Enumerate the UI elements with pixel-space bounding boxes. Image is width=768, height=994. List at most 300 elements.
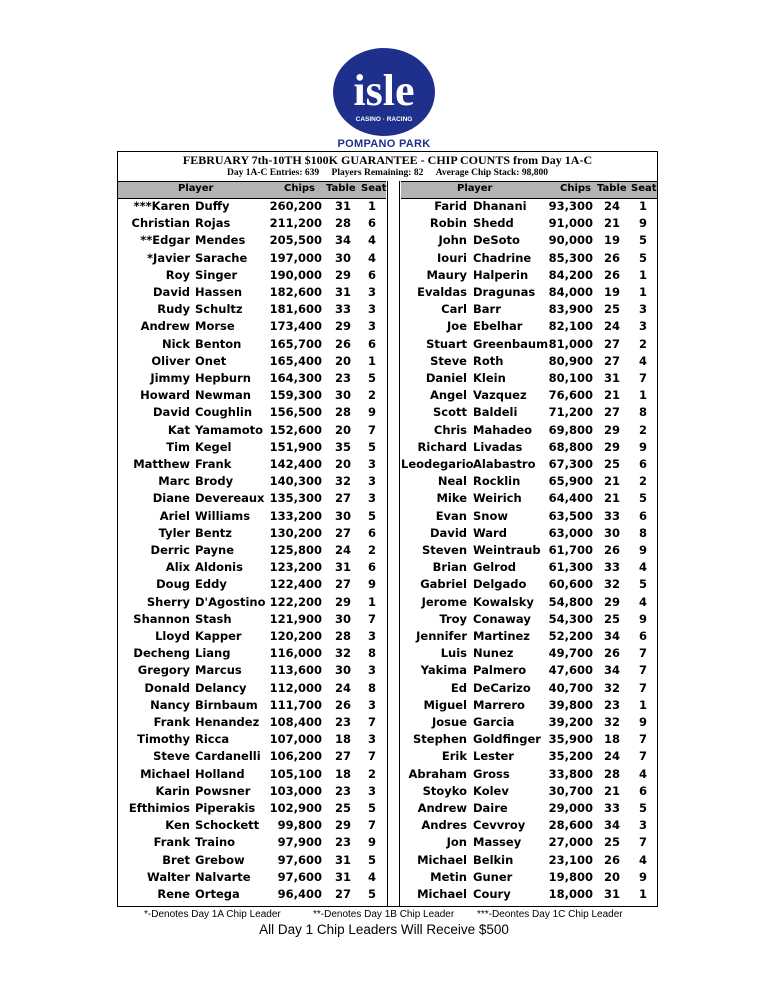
table-row	[401, 216, 657, 233]
first-name: Donald	[144, 680, 190, 695]
seat-number: 1	[639, 887, 648, 901]
chip-count: 108,400	[269, 715, 322, 729]
table-number: 21	[604, 491, 621, 506]
table-row	[401, 302, 657, 319]
chip-count: 173,400	[269, 319, 322, 334]
last-name: Nunez	[473, 646, 514, 661]
table-number: 27	[335, 577, 352, 592]
seat-number: 9	[639, 715, 648, 729]
last-name: Cardanelli	[195, 749, 261, 764]
first-name: Bret	[162, 852, 190, 867]
seat-number: 9	[639, 216, 648, 231]
table-number: 23	[604, 697, 621, 712]
chip-count: 103,000	[269, 783, 322, 798]
chip-count: 84,000	[548, 285, 593, 299]
seat-number: 2	[368, 766, 377, 781]
column-header-table: Table	[326, 183, 356, 194]
seat-number: 7	[368, 715, 377, 729]
table-number: 35	[335, 439, 352, 454]
first-name: Steve	[153, 749, 190, 764]
table-row	[118, 818, 386, 835]
seat-number: 5	[368, 508, 377, 523]
table-row	[118, 388, 386, 405]
table-row	[401, 870, 657, 887]
first-name: Doug	[156, 577, 190, 592]
chip-count: 28,600	[548, 818, 593, 833]
chip-count: 135,300	[269, 491, 322, 506]
seat-number: 4	[639, 560, 648, 575]
award-note: All Day 1 Chip Leaders Will Receive $500	[259, 922, 509, 937]
last-name: Gross	[473, 766, 510, 781]
last-name: Delgado	[473, 577, 527, 592]
chip-count: 182,600	[269, 285, 322, 299]
table-row	[401, 285, 657, 302]
last-name: Ortega	[195, 887, 240, 901]
first-name: Iouri	[437, 250, 467, 265]
table-row	[401, 646, 657, 663]
table-number: 27	[604, 336, 621, 351]
table-row	[401, 853, 657, 870]
seat-number: 5	[639, 250, 648, 265]
last-name: Hepburn	[195, 371, 251, 385]
chip-count: 49,700	[548, 646, 593, 661]
last-name: Devereaux	[195, 491, 265, 506]
chip-count: 106,200	[269, 749, 322, 764]
seat-number: 5	[639, 801, 648, 815]
table-number: 24	[604, 199, 621, 213]
table-row	[401, 423, 657, 440]
column-header-seat: Seat	[361, 183, 387, 194]
last-name: Birnbaum	[195, 697, 258, 712]
table-row	[401, 371, 657, 388]
last-name: Alabastro	[473, 457, 536, 471]
table-row	[118, 835, 386, 852]
seat-number: 2	[639, 474, 648, 489]
seat-number: 7	[639, 835, 648, 850]
table-number: 21	[604, 474, 621, 489]
table-row	[401, 887, 657, 904]
chip-count: 97,600	[277, 869, 322, 884]
first-name: Frank	[153, 835, 190, 850]
first-name: Jimmy	[150, 371, 190, 385]
column-header-left	[118, 181, 386, 199]
table-row	[401, 268, 657, 285]
table-number: 26	[604, 646, 621, 661]
last-name: Stash	[195, 611, 232, 626]
chip-count-sheet	[117, 151, 658, 907]
chip-count: 83,900	[548, 302, 593, 317]
seat-number: 4	[639, 852, 648, 867]
table-row	[401, 801, 657, 818]
seat-number: 5	[368, 801, 377, 815]
table-row	[118, 663, 386, 680]
last-name: Payne	[195, 543, 235, 557]
seat-number: 9	[368, 577, 377, 592]
entries-text: Day 1A-C Entries: 639	[227, 168, 320, 178]
table-number: 19	[604, 233, 621, 248]
seat-number: 6	[368, 525, 377, 540]
last-name: Ebelhar	[473, 319, 523, 334]
chip-count: 120,200	[269, 629, 322, 643]
table-row	[401, 732, 657, 749]
chip-count: 151,900	[269, 439, 322, 454]
first-name: David	[153, 285, 190, 299]
seat-number: 1	[639, 697, 648, 712]
seat-number: 7	[368, 422, 377, 437]
column-header-right	[401, 181, 657, 199]
seat-number: 7	[639, 680, 648, 695]
seat-number: 6	[368, 336, 377, 351]
table-row	[401, 337, 657, 354]
seat-number: 6	[639, 457, 648, 471]
first-name: Stoyko	[422, 783, 467, 798]
seat-number: 6	[639, 783, 648, 798]
seat-number: 9	[639, 869, 648, 884]
last-name: Greenbaum	[473, 336, 549, 351]
table-row	[118, 474, 386, 491]
table-row	[401, 457, 657, 474]
last-name: Yamamoto	[195, 422, 264, 437]
footnote-day1b: **-Denotes Day 1B Chip Leader	[313, 909, 455, 920]
seat-number: 2	[639, 422, 648, 437]
last-name: Dragunas	[473, 285, 536, 299]
seat-number: 9	[368, 835, 377, 850]
table-number: 24	[604, 319, 621, 334]
seat-number: 4	[639, 594, 648, 609]
table-number: 26	[335, 697, 352, 712]
last-name: Vazquez	[473, 388, 527, 403]
table-row	[118, 371, 386, 388]
table-row	[118, 732, 386, 749]
last-name: Ward	[473, 525, 507, 540]
table-number: 26	[335, 336, 352, 351]
chip-count: 64,400	[548, 491, 593, 506]
table-number: 21	[604, 783, 621, 798]
last-name: Klein	[473, 371, 506, 385]
seat-number: 6	[368, 560, 377, 575]
first-name: Scott	[433, 405, 467, 420]
first-name: Diane	[152, 491, 190, 506]
chip-count: 71,200	[548, 405, 593, 420]
table-row	[118, 646, 386, 663]
table-number: 30	[335, 250, 352, 265]
last-name: Barr	[473, 302, 501, 317]
chip-count: 29,000	[548, 801, 593, 815]
table-row	[118, 577, 386, 594]
seat-number: 5	[639, 491, 648, 506]
table-number: 18	[604, 732, 621, 747]
chip-count: 39,800	[548, 697, 593, 712]
seat-number: 3	[368, 319, 377, 334]
chip-count: 39,200	[548, 715, 593, 729]
first-name: Christian	[131, 216, 190, 231]
last-name: Coughlin	[195, 405, 253, 420]
first-name: Derric	[150, 543, 190, 557]
table-row	[118, 698, 386, 715]
chip-count: 107,000	[269, 732, 322, 747]
last-name: Baldeli	[473, 405, 518, 420]
table-row	[401, 474, 657, 491]
last-name: Kolev	[473, 783, 509, 798]
first-name: Robin	[429, 216, 467, 231]
seat-number: 5	[368, 439, 377, 454]
seat-number: 1	[368, 594, 377, 609]
table-number: 34	[604, 663, 621, 678]
first-name: Stuart	[426, 336, 467, 351]
first-name: Josue	[431, 715, 467, 729]
seat-number: 3	[368, 629, 377, 643]
seat-number: 9	[639, 611, 648, 626]
last-name: Weirich	[473, 491, 522, 506]
table-number: 31	[335, 285, 352, 299]
seat-number: 8	[368, 680, 377, 695]
table-row	[118, 509, 386, 526]
last-name: Eddy	[195, 577, 227, 592]
chip-count: 211,200	[269, 216, 322, 231]
chip-count: 122,400	[269, 577, 322, 592]
first-name: Howard	[140, 388, 190, 403]
first-name: Richard	[417, 439, 467, 454]
table-number: 30	[335, 508, 352, 523]
first-name: Maury	[426, 267, 467, 282]
seat-number: 7	[368, 611, 377, 626]
table-number: 32	[604, 680, 621, 695]
table-row	[118, 715, 386, 732]
last-name: Delancy	[195, 680, 247, 695]
table-number: 34	[604, 629, 621, 643]
chip-count: 18,000	[548, 887, 593, 901]
table-number: 33	[604, 801, 621, 815]
table-number: 29	[604, 439, 621, 454]
first-name: John	[438, 233, 467, 248]
column-divider	[386, 181, 401, 906]
chip-count: 121,900	[269, 611, 322, 626]
chip-count: 40,700	[548, 680, 593, 695]
first-name: Tyler	[158, 525, 190, 540]
chip-count: 19,800	[548, 869, 593, 884]
page-title: FEBRUARY 7th-10TH $100K GUARANTEE - CHIP COUNTS from Day 1A-C	[182, 153, 593, 167]
table-number: 25	[604, 457, 621, 471]
seat-number: 3	[368, 474, 377, 489]
last-name: Halperin	[473, 267, 529, 282]
last-name: Mendes	[195, 233, 246, 248]
first-name: Steven	[421, 543, 467, 557]
table-row	[118, 405, 386, 422]
table-row	[118, 629, 386, 646]
table-row	[401, 577, 657, 594]
table-number: 33	[604, 508, 621, 523]
first-name: Erik	[441, 749, 467, 764]
table-row	[118, 268, 386, 285]
seat-number: 2	[368, 543, 377, 557]
first-name: Angel	[429, 388, 467, 403]
last-name: Coury	[473, 887, 511, 901]
seat-number: 1	[639, 199, 648, 213]
table-row	[118, 784, 386, 801]
chip-count: 67,300	[548, 457, 593, 471]
seat-number: 6	[639, 508, 648, 523]
table-number: 31	[335, 560, 352, 575]
last-name: Kowalsky	[473, 594, 534, 609]
last-name: Cevvroy	[473, 818, 526, 833]
last-name: Belkin	[473, 852, 514, 867]
seat-number: 8	[639, 525, 648, 540]
first-name: Rudy	[157, 302, 190, 317]
table-row	[401, 388, 657, 405]
table-number: 23	[335, 371, 352, 385]
last-name: D'Agostino	[195, 594, 266, 609]
first-name: Rene	[157, 887, 190, 901]
first-name: Daniel	[425, 371, 467, 385]
table-number: 31	[335, 199, 352, 213]
chip-count: 159,300	[269, 388, 322, 403]
first-name: Michael	[417, 887, 467, 901]
chip-count: 130,200	[269, 525, 322, 540]
chip-count: 197,000	[269, 250, 322, 265]
table-row	[401, 818, 657, 835]
first-name: Timothy	[137, 732, 190, 747]
table-number: 28	[604, 766, 621, 781]
seat-number: 1	[639, 388, 648, 403]
table-row	[401, 560, 657, 577]
last-name: Liang	[195, 646, 231, 661]
last-name: Schockett	[195, 818, 260, 833]
table-number: 24	[604, 749, 621, 764]
table-number: 18	[335, 732, 352, 747]
table-number: 31	[604, 371, 621, 385]
seat-number: 4	[368, 233, 377, 248]
seat-number: 3	[368, 732, 377, 747]
table-number: 32	[335, 474, 352, 489]
column-header-player: Player	[178, 183, 214, 194]
first-name: Stephen	[413, 732, 467, 747]
table-row	[401, 749, 657, 766]
table-row	[401, 698, 657, 715]
chip-count: 123,200	[269, 560, 322, 575]
table-row	[118, 853, 386, 870]
chip-count: 260,200	[269, 199, 322, 213]
chip-count: 47,600	[548, 663, 593, 678]
seat-number: 7	[639, 732, 648, 747]
table-row	[401, 199, 657, 216]
last-name: Palmero	[473, 663, 527, 678]
last-name: Holland	[195, 766, 245, 781]
table-number: 25	[335, 801, 352, 815]
table-number: 31	[335, 869, 352, 884]
seat-number: 7	[368, 818, 377, 833]
seat-number: 8	[639, 405, 648, 420]
table-number: 27	[335, 525, 352, 540]
table-number: 31	[604, 887, 621, 901]
chip-count: 205,500	[269, 233, 322, 248]
first-name: *Javier	[147, 250, 190, 265]
chip-count: 105,100	[269, 766, 322, 781]
table-number: 34	[335, 233, 352, 248]
column-header-player: Player	[457, 183, 493, 194]
seat-number: 7	[639, 646, 648, 661]
last-name: Shedd	[473, 216, 514, 231]
last-name: Williams	[195, 508, 251, 523]
seat-number: 3	[639, 302, 648, 317]
last-name: Grebow	[195, 852, 245, 867]
table-number: 32	[604, 577, 621, 592]
table-row	[118, 595, 386, 612]
chip-count: 125,800	[269, 543, 322, 557]
last-name: Aldonis	[195, 560, 243, 575]
table-row	[401, 354, 657, 371]
chip-count: 65,900	[548, 474, 593, 489]
chip-count: 90,000	[548, 233, 593, 248]
seat-number: 9	[368, 405, 377, 420]
first-name: Nancy	[150, 697, 190, 712]
chip-count: 35,200	[548, 749, 593, 764]
chip-count: 61,300	[548, 560, 593, 575]
last-name: Henandez	[195, 715, 260, 729]
chip-count: 30,700	[548, 783, 593, 798]
table-number: 26	[604, 852, 621, 867]
table-row	[118, 887, 386, 904]
chip-count: 164,300	[269, 371, 322, 385]
table-row	[401, 612, 657, 629]
last-name: Sarache	[195, 250, 248, 265]
seat-number: 3	[368, 302, 377, 317]
seat-number: 4	[368, 869, 377, 884]
last-name: Brody	[195, 474, 234, 489]
table-number: 28	[335, 216, 352, 231]
last-name: Morse	[195, 319, 235, 334]
last-name: Traino	[195, 835, 236, 850]
logo-wordmark: isle	[353, 66, 415, 115]
table-number: 30	[335, 663, 352, 678]
seat-number: 5	[639, 233, 648, 248]
seat-number: 2	[639, 336, 648, 351]
seat-number: 5	[368, 371, 377, 385]
last-name: Livadas	[473, 439, 523, 454]
last-name: Newman	[195, 388, 251, 403]
chip-count: 181,600	[269, 302, 322, 317]
chip-count: 60,600	[548, 577, 593, 592]
last-name: Onet	[195, 353, 227, 368]
last-name: Lester	[473, 749, 514, 764]
table-row	[401, 319, 657, 336]
table-row	[118, 749, 386, 766]
table-number: 32	[604, 715, 621, 729]
table-number: 28	[335, 405, 352, 420]
chip-count: 165,700	[269, 336, 322, 351]
first-name: Gregory	[137, 663, 190, 678]
table-row	[401, 509, 657, 526]
table-row	[118, 199, 386, 216]
table-number: 25	[604, 835, 621, 850]
seat-number: 9	[639, 543, 648, 557]
chip-count: 85,300	[548, 250, 593, 265]
seat-number: 2	[368, 388, 377, 403]
chip-count: 82,100	[548, 319, 593, 334]
first-name: Neal	[437, 474, 467, 489]
table-number: 21	[604, 216, 621, 231]
table-row	[118, 543, 386, 560]
chip-count: 81,000	[548, 336, 593, 351]
last-name: Kapper	[195, 629, 242, 643]
first-name: Carl	[441, 302, 467, 317]
seat-number: 7	[639, 749, 648, 764]
table-row	[118, 440, 386, 457]
table-row	[401, 715, 657, 732]
seat-number: 1	[639, 285, 648, 299]
table-number: 34	[604, 818, 621, 833]
table-number: 24	[335, 680, 352, 695]
chip-count: 61,700	[548, 543, 593, 557]
